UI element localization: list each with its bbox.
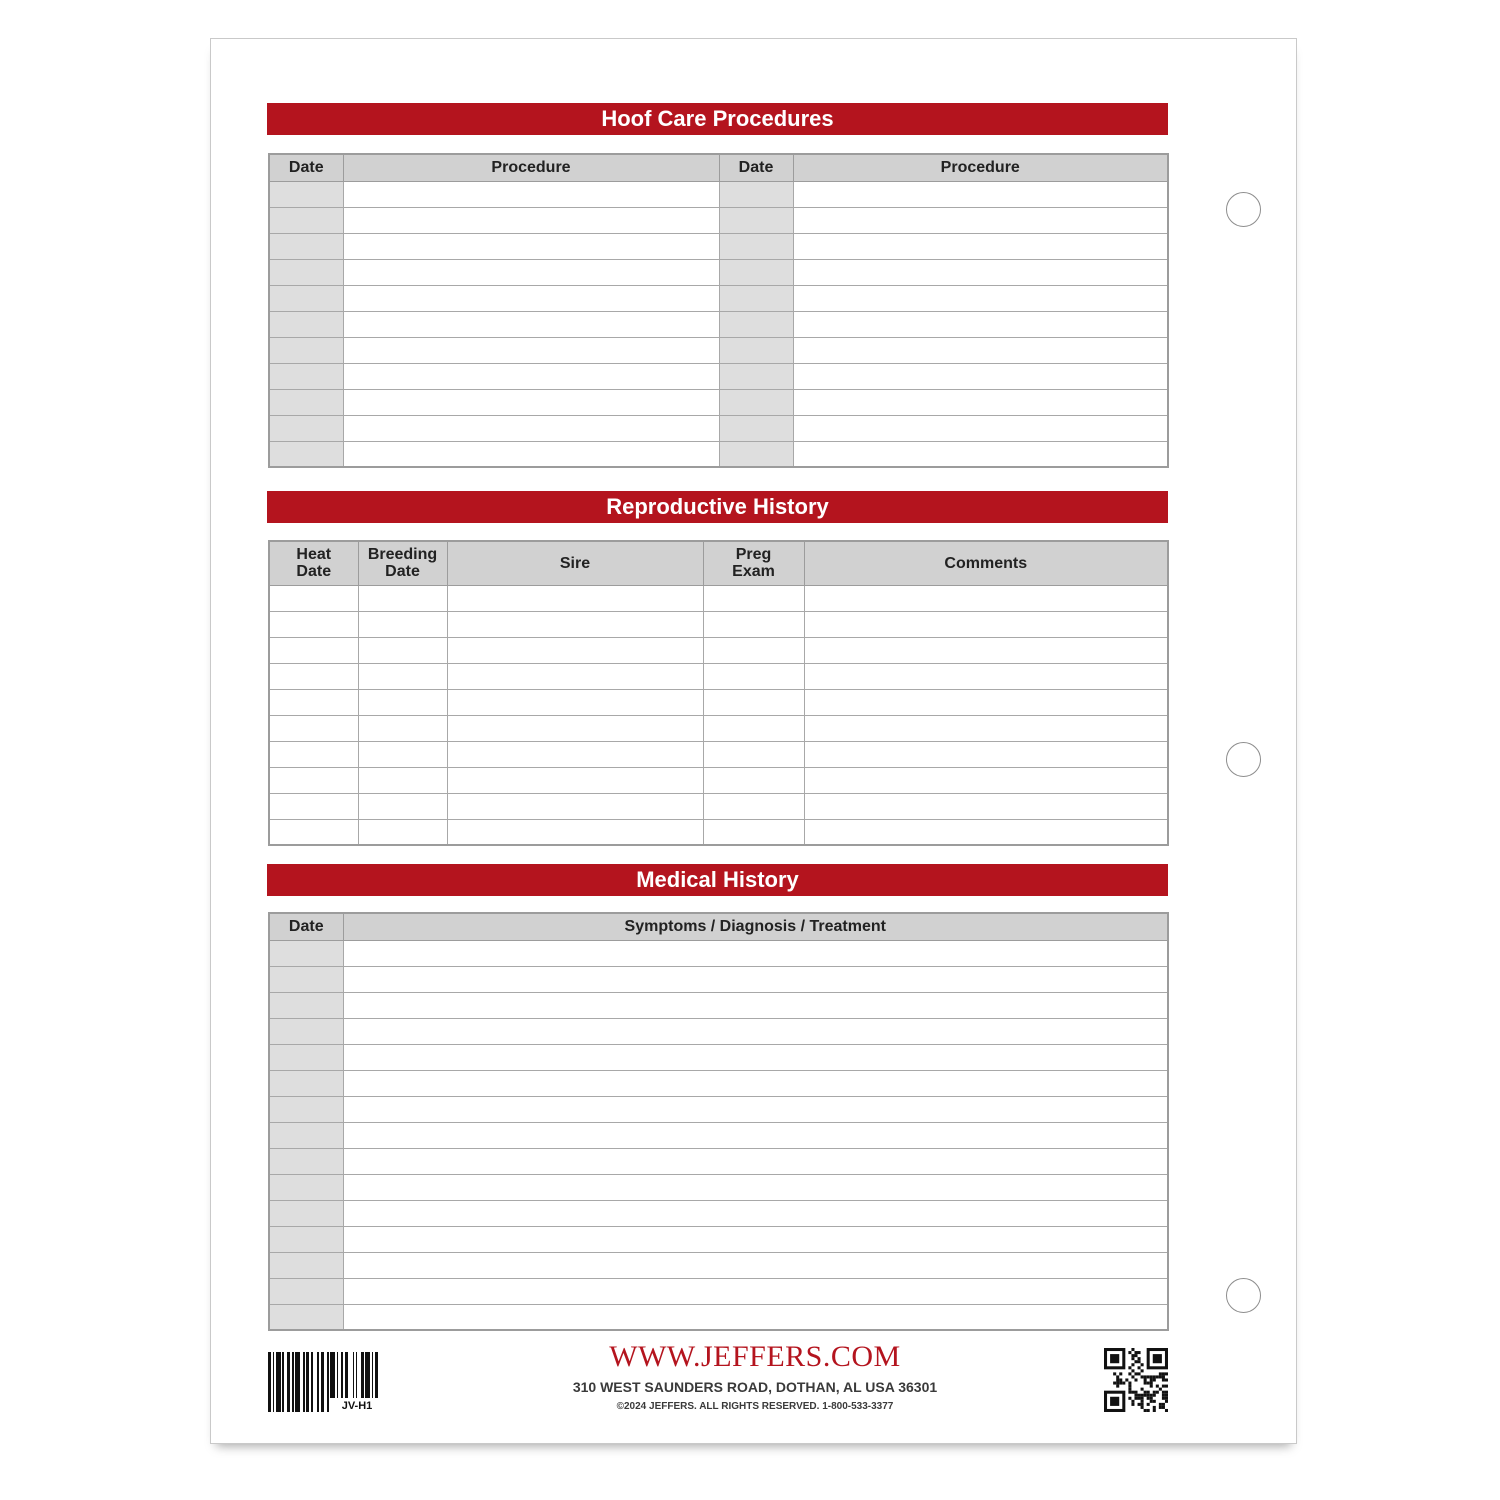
medical-row	[269, 1226, 1168, 1252]
hoof-care-row	[269, 337, 1168, 363]
entry-cell[interactable]	[343, 181, 719, 207]
entry-cell[interactable]	[343, 1122, 1168, 1148]
entry-cell[interactable]	[447, 715, 703, 741]
date-cell[interactable]	[269, 1070, 343, 1096]
qr-module	[1147, 1382, 1150, 1385]
qr-module	[1110, 1397, 1119, 1406]
qr-module	[1141, 1394, 1144, 1397]
entry-cell[interactable]	[343, 363, 719, 389]
qr-module	[1141, 1400, 1144, 1403]
qr-module	[1141, 1369, 1144, 1372]
qr-module	[1162, 1375, 1165, 1378]
qr-module	[1138, 1366, 1141, 1369]
hoof-care-row	[269, 207, 1168, 233]
qr-module	[1134, 1354, 1137, 1357]
reproductive-row	[269, 585, 1168, 611]
reproductive-row	[269, 819, 1168, 845]
qr-module	[1147, 1391, 1150, 1394]
qr-module	[1141, 1363, 1144, 1366]
punch-hole-middle	[1226, 742, 1261, 777]
entry-cell[interactable]	[703, 585, 804, 611]
medical-row	[269, 1200, 1168, 1226]
entry-cell[interactable]	[343, 415, 719, 441]
reproductive-history-table	[268, 540, 1169, 846]
qr-module	[1128, 1366, 1131, 1369]
date-cell[interactable]	[269, 233, 343, 259]
hoof-care-row	[269, 389, 1168, 415]
qr-module	[1138, 1357, 1141, 1360]
qr-module	[1159, 1388, 1162, 1391]
entry-cell[interactable]	[269, 741, 358, 767]
qr-module	[1141, 1388, 1144, 1391]
entry-cell[interactable]	[358, 715, 447, 741]
qr-module	[1110, 1354, 1119, 1363]
hoof-care-table	[268, 153, 1169, 468]
entry-cell[interactable]	[343, 207, 719, 233]
qr-module	[1119, 1378, 1122, 1381]
entry-cell[interactable]	[343, 311, 719, 337]
qr-module	[1141, 1406, 1144, 1409]
date-cell[interactable]	[269, 389, 343, 415]
qr-module	[1147, 1403, 1150, 1406]
qr-module	[1131, 1357, 1134, 1360]
entry-cell[interactable]	[269, 611, 358, 637]
qr-module	[1165, 1400, 1168, 1403]
entry-cell[interactable]	[793, 311, 1168, 337]
entry-cell[interactable]	[703, 715, 804, 741]
qr-module	[1128, 1351, 1131, 1354]
entry-cell[interactable]	[269, 637, 358, 663]
qr-module	[1144, 1378, 1147, 1381]
qr-module	[1141, 1403, 1144, 1406]
entry-cell[interactable]	[343, 389, 719, 415]
date-cell[interactable]	[269, 1148, 343, 1174]
entry-cell[interactable]	[703, 741, 804, 767]
entry-cell[interactable]	[703, 637, 804, 663]
qr-module	[1162, 1403, 1165, 1406]
punch-hole-bottom	[1226, 1278, 1261, 1313]
hoof-care-row	[269, 181, 1168, 207]
entry-cell[interactable]	[793, 285, 1168, 311]
qr-module	[1156, 1385, 1159, 1388]
date-cell[interactable]	[719, 207, 793, 233]
medical-row	[269, 940, 1168, 966]
entry-cell[interactable]	[793, 415, 1168, 441]
barcode-label: JV-H1	[330, 1398, 384, 1414]
entry-cell[interactable]	[343, 1252, 1168, 1278]
entry-cell[interactable]	[793, 441, 1168, 467]
entry-cell[interactable]	[703, 689, 804, 715]
date-cell[interactable]	[269, 1278, 343, 1304]
qr-module	[1113, 1372, 1116, 1375]
entry-cell[interactable]	[269, 585, 358, 611]
qr-module	[1153, 1409, 1156, 1412]
entry-cell[interactable]	[804, 819, 1168, 845]
hoof-care-row	[269, 415, 1168, 441]
qr-module	[1131, 1354, 1134, 1357]
qr-module	[1138, 1403, 1141, 1406]
entry-cell[interactable]	[804, 689, 1168, 715]
qr-module	[1150, 1385, 1153, 1388]
entry-cell[interactable]	[343, 1278, 1168, 1304]
entry-cell[interactable]	[447, 663, 703, 689]
qr-module	[1138, 1351, 1141, 1354]
hoof-procedure-header-2: Procedure	[793, 154, 1168, 181]
date-cell[interactable]	[269, 1252, 343, 1278]
entry-cell[interactable]	[358, 793, 447, 819]
entry-cell[interactable]	[804, 793, 1168, 819]
qr-module	[1144, 1409, 1147, 1412]
entry-cell[interactable]	[703, 611, 804, 637]
qr-module	[1138, 1394, 1141, 1397]
qr-module	[1165, 1397, 1168, 1400]
qr-module	[1134, 1391, 1137, 1394]
entry-cell[interactable]	[793, 389, 1168, 415]
entry-cell[interactable]	[703, 793, 804, 819]
medical-row	[269, 1122, 1168, 1148]
website-url[interactable]: WWW.JEFFERS.COM	[609, 1340, 901, 1373]
qr-module	[1128, 1388, 1131, 1391]
qr-module	[1128, 1391, 1131, 1394]
qr-module	[1141, 1397, 1144, 1400]
qr-module	[1165, 1391, 1168, 1394]
preg-exam-header: Preg Exam	[703, 541, 804, 585]
medical-row	[269, 992, 1168, 1018]
date-cell[interactable]	[269, 1174, 343, 1200]
entry-cell[interactable]	[358, 585, 447, 611]
qr-module	[1165, 1378, 1168, 1381]
company-address: 310 WEST SAUNDERS ROAD, DOTHAN, AL USA 36301	[572, 1379, 938, 1395]
qr-module	[1138, 1372, 1141, 1375]
entry-cell[interactable]	[703, 819, 804, 845]
entry-cell[interactable]	[343, 337, 719, 363]
qr-module	[1134, 1360, 1137, 1363]
qr-module	[1153, 1400, 1156, 1403]
qr-module	[1116, 1382, 1119, 1385]
date-cell[interactable]	[269, 181, 343, 207]
qr-module	[1134, 1394, 1137, 1397]
qr-module	[1147, 1397, 1150, 1400]
qr-module	[1134, 1372, 1137, 1375]
barcode	[268, 1352, 448, 1414]
medical-row	[269, 1044, 1168, 1070]
date-cell[interactable]	[269, 1304, 343, 1330]
date-cell[interactable]	[719, 285, 793, 311]
qr-module	[1153, 1375, 1156, 1378]
qr-module	[1147, 1375, 1150, 1378]
entry-cell[interactable]	[447, 637, 703, 663]
entry-cell[interactable]	[358, 741, 447, 767]
entry-cell[interactable]	[793, 259, 1168, 285]
qr-code	[1104, 1348, 1168, 1412]
entry-cell[interactable]	[343, 992, 1168, 1018]
qr-module	[1162, 1391, 1165, 1394]
entry-cell[interactable]	[343, 1044, 1168, 1070]
medical-row	[269, 1018, 1168, 1044]
date-cell[interactable]	[719, 259, 793, 285]
qr-module	[1113, 1382, 1116, 1385]
date-cell[interactable]	[719, 389, 793, 415]
entry-cell[interactable]	[343, 259, 719, 285]
entry-cell[interactable]	[269, 715, 358, 741]
hoof-care-title: Hoof Care Procedures	[267, 103, 1168, 135]
entry-cell[interactable]	[703, 663, 804, 689]
qr-module	[1116, 1385, 1119, 1388]
date-cell[interactable]	[269, 1200, 343, 1226]
copyright-notice: ©2024 JEFFERS. ALL RIGHTS RESERVED. 1-800-533-3377	[616, 1401, 894, 1412]
qr-module	[1128, 1397, 1131, 1400]
qr-module	[1144, 1382, 1147, 1385]
qr-module	[1159, 1403, 1162, 1406]
entry-cell[interactable]	[358, 819, 447, 845]
hoof-care-row	[269, 259, 1168, 285]
qr-module	[1165, 1372, 1168, 1375]
qr-module	[1131, 1403, 1134, 1406]
entry-cell[interactable]	[358, 637, 447, 663]
entry-cell[interactable]	[343, 441, 719, 467]
entry-cell[interactable]	[269, 689, 358, 715]
reproductive-row	[269, 689, 1168, 715]
qr-module	[1138, 1360, 1141, 1363]
entry-cell[interactable]	[804, 637, 1168, 663]
qr-module	[1131, 1375, 1134, 1378]
entry-cell[interactable]	[269, 819, 358, 845]
reproductive-row	[269, 741, 1168, 767]
entry-cell[interactable]	[793, 207, 1168, 233]
entry-cell[interactable]	[447, 741, 703, 767]
hoof-care-row	[269, 441, 1168, 467]
medical-row	[269, 1278, 1168, 1304]
reproductive-row	[269, 663, 1168, 689]
medical-row	[269, 1070, 1168, 1096]
qr-module	[1153, 1378, 1156, 1381]
date-cell[interactable]	[269, 1122, 343, 1148]
medical-row	[269, 1148, 1168, 1174]
date-cell[interactable]	[269, 415, 343, 441]
comments-header: Comments	[804, 541, 1168, 585]
entry-cell[interactable]	[804, 611, 1168, 637]
qr-module	[1165, 1409, 1168, 1412]
entry-cell[interactable]	[447, 819, 703, 845]
date-cell[interactable]	[719, 311, 793, 337]
date-cell[interactable]	[269, 1044, 343, 1070]
qr-module	[1128, 1372, 1131, 1375]
qr-module	[1128, 1385, 1131, 1388]
entry-cell[interactable]	[358, 611, 447, 637]
date-cell[interactable]	[269, 1018, 343, 1044]
entry-cell[interactable]	[447, 767, 703, 793]
entry-cell[interactable]	[804, 715, 1168, 741]
medical-row	[269, 1252, 1168, 1278]
qr-module	[1162, 1372, 1165, 1375]
entry-cell[interactable]	[343, 1096, 1168, 1122]
qr-module	[1134, 1378, 1137, 1381]
entry-cell[interactable]	[703, 767, 804, 793]
hoof-date-header-1: Date	[269, 154, 343, 181]
qr-module	[1131, 1348, 1134, 1351]
hoof-care-row	[269, 311, 1168, 337]
heat-date-header: Heat Date	[269, 541, 358, 585]
date-cell[interactable]	[719, 181, 793, 207]
qr-module	[1150, 1397, 1153, 1400]
date-cell[interactable]	[269, 337, 343, 363]
medical-row	[269, 966, 1168, 992]
entry-cell[interactable]	[447, 611, 703, 637]
qr-module	[1131, 1391, 1134, 1394]
date-cell[interactable]	[269, 363, 343, 389]
qr-module	[1131, 1369, 1134, 1372]
date-cell[interactable]	[269, 259, 343, 285]
entry-cell[interactable]	[269, 767, 358, 793]
entry-cell[interactable]	[343, 1200, 1168, 1226]
qr-module	[1162, 1385, 1165, 1388]
medical-history-title: Medical History	[267, 864, 1168, 896]
entry-cell[interactable]	[804, 663, 1168, 689]
symptoms-header: Symptoms / Diagnosis / Treatment	[343, 913, 1168, 940]
hoof-care-row	[269, 285, 1168, 311]
medical-row	[269, 1096, 1168, 1122]
date-cell[interactable]	[719, 415, 793, 441]
entry-cell[interactable]	[343, 1148, 1168, 1174]
entry-cell[interactable]	[358, 767, 447, 793]
qr-module	[1153, 1394, 1156, 1397]
entry-cell[interactable]	[343, 1018, 1168, 1044]
qr-module	[1153, 1354, 1162, 1363]
hoof-care-row	[269, 233, 1168, 259]
qr-module	[1125, 1378, 1128, 1381]
qr-module	[1162, 1397, 1165, 1400]
qr-module	[1150, 1394, 1153, 1397]
qr-module	[1116, 1378, 1119, 1381]
entry-cell[interactable]	[804, 767, 1168, 793]
reproductive-row	[269, 637, 1168, 663]
qr-module	[1162, 1406, 1165, 1409]
entry-cell[interactable]	[343, 1070, 1168, 1096]
qr-module	[1119, 1382, 1122, 1385]
entry-cell[interactable]	[447, 585, 703, 611]
entry-cell[interactable]	[343, 1226, 1168, 1252]
qr-module	[1119, 1372, 1122, 1375]
date-cell[interactable]	[269, 940, 343, 966]
date-cell[interactable]	[719, 441, 793, 467]
entry-cell[interactable]	[269, 793, 358, 819]
hoof-care-row	[269, 363, 1168, 389]
punch-hole-top	[1226, 192, 1261, 227]
entry-cell[interactable]	[343, 966, 1168, 992]
qr-module	[1141, 1375, 1144, 1378]
entry-cell[interactable]	[793, 363, 1168, 389]
entry-cell[interactable]	[793, 337, 1168, 363]
qr-module	[1147, 1394, 1150, 1397]
entry-cell[interactable]	[343, 1174, 1168, 1200]
medical-date-header: Date	[269, 913, 343, 940]
qr-module	[1165, 1385, 1168, 1388]
qr-module	[1156, 1391, 1159, 1394]
reproductive-history-title: Reproductive History	[267, 491, 1168, 523]
qr-module	[1128, 1382, 1131, 1385]
date-cell[interactable]	[269, 441, 343, 467]
date-cell[interactable]	[269, 992, 343, 1018]
qr-module	[1162, 1378, 1165, 1381]
qr-module	[1150, 1378, 1153, 1381]
qr-module	[1147, 1409, 1150, 1412]
qr-module	[1159, 1372, 1162, 1375]
date-cell[interactable]	[269, 966, 343, 992]
qr-module	[1144, 1391, 1147, 1394]
entry-cell[interactable]	[358, 689, 447, 715]
qr-module	[1162, 1394, 1165, 1397]
qr-module	[1156, 1375, 1159, 1378]
reproductive-row	[269, 715, 1168, 741]
qr-module	[1116, 1375, 1119, 1378]
qr-module	[1131, 1400, 1134, 1403]
qr-module	[1159, 1375, 1162, 1378]
entry-cell[interactable]	[804, 585, 1168, 611]
qr-module	[1144, 1375, 1147, 1378]
medical-history-table	[268, 912, 1169, 1331]
qr-module	[1131, 1363, 1134, 1366]
date-cell[interactable]	[269, 207, 343, 233]
qr-module	[1122, 1382, 1125, 1385]
entry-cell[interactable]	[343, 285, 719, 311]
date-cell[interactable]	[719, 337, 793, 363]
date-cell[interactable]	[269, 285, 343, 311]
qr-module	[1150, 1375, 1153, 1378]
entry-cell[interactable]	[343, 940, 1168, 966]
qr-module	[1144, 1394, 1147, 1397]
date-cell[interactable]	[719, 233, 793, 259]
qr-module	[1150, 1382, 1153, 1385]
qr-module	[1153, 1391, 1156, 1394]
reproductive-row	[269, 611, 1168, 637]
entry-cell[interactable]	[793, 181, 1168, 207]
entry-cell[interactable]	[358, 663, 447, 689]
entry-cell[interactable]	[793, 233, 1168, 259]
qr-module	[1134, 1397, 1137, 1400]
qr-module	[1153, 1406, 1156, 1409]
qr-module	[1134, 1351, 1137, 1354]
breeding-date-header: Breeding Date	[358, 541, 447, 585]
entry-cell[interactable]	[447, 793, 703, 819]
qr-module	[1150, 1400, 1153, 1403]
date-cell[interactable]	[269, 1096, 343, 1122]
qr-module	[1138, 1397, 1141, 1400]
entry-cell[interactable]	[269, 663, 358, 689]
hoof-date-header-2: Date	[719, 154, 793, 181]
entry-cell[interactable]	[343, 1304, 1168, 1330]
entry-cell[interactable]	[804, 741, 1168, 767]
entry-cell[interactable]	[343, 233, 719, 259]
date-cell[interactable]	[269, 1226, 343, 1252]
reproductive-row	[269, 793, 1168, 819]
reproductive-row	[269, 767, 1168, 793]
entry-cell[interactable]	[447, 689, 703, 715]
medical-row	[269, 1304, 1168, 1330]
qr-module	[1165, 1394, 1168, 1397]
hoof-procedure-header-1: Procedure	[343, 154, 719, 181]
date-cell[interactable]	[719, 363, 793, 389]
medical-row	[269, 1174, 1168, 1200]
date-cell[interactable]	[269, 311, 343, 337]
sire-header: Sire	[447, 541, 703, 585]
qr-module	[1159, 1406, 1162, 1409]
